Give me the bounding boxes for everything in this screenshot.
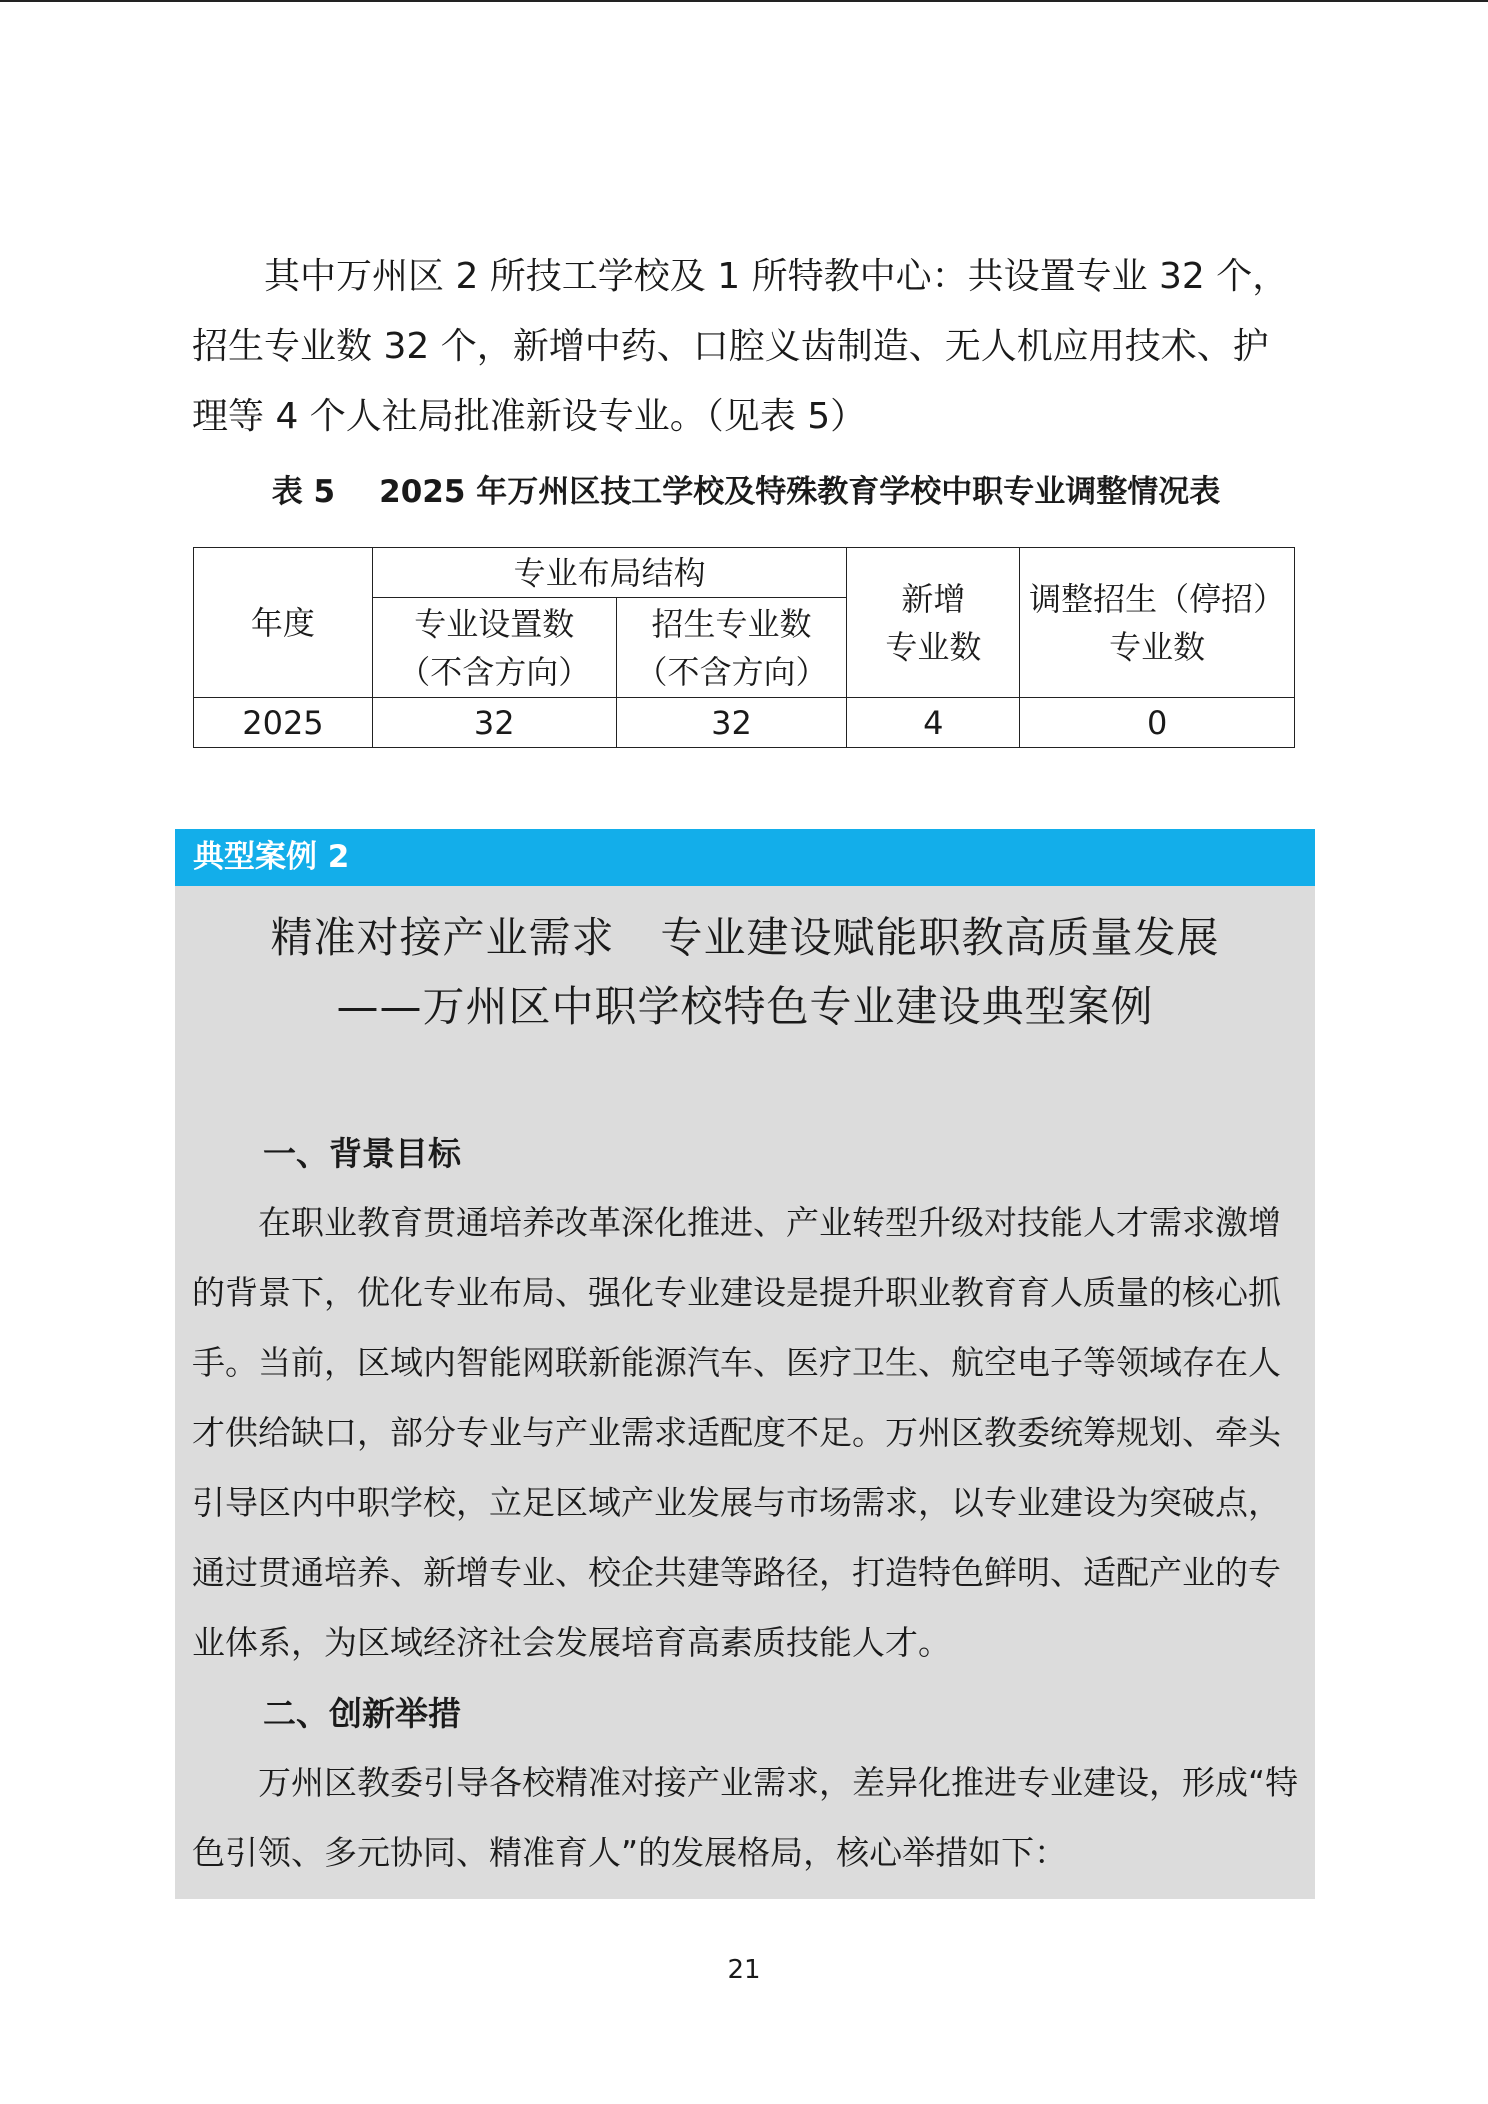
table-caption — [192, 466, 1300, 518]
section2-heading: 二、创新举措 — [263, 1694, 461, 1733]
header-enrollment-majors-note: （不含方向） — [635, 652, 828, 691]
intro-paragraph: 其中万州区 2 所技工学校及 1 所特教中心：共设置专业 32 个，招生专业数 32 个，新增中药、口腔义齿制造、无人机应用技术、护理等 4 个人社局批准新设专业。（见表 5） — [192, 256, 1289, 437]
header-enrollment-majors-label: 招生专业数 — [651, 604, 812, 643]
header-majors-offered-label: 专业设置数 — [414, 604, 575, 643]
header-adjusted-line2: 专业数 — [1109, 627, 1206, 666]
case-title-part1: 精准对接产业需求 — [270, 913, 615, 962]
header-adjusted-line1: 调整招生（停招） — [1029, 579, 1286, 618]
cell-enrollment-majors: 32 — [616, 698, 847, 748]
cell-majors-offered: 32 — [372, 698, 616, 748]
case-title — [175, 902, 1315, 974]
page-top-border — [0, 0, 1488, 2]
section1-paragraph: 在职业教育贯通培养改革深化推进、产业转型升级对技能人才需求激增的背景下，优化专业布局、强化专业建设是提升职业教育育人质量的核心抓手。当前，区域内智能网联新能源汽车、医疗卫生、航空电子等领域存在人才供给缺口，部分专业与产业需求适配度不足。万州区教委统筹规划、牵头引导区内中职学校，立足区域产业发展与市场需求，以专业建设为突破点，通过贯通培养、新增专业、校企共建等路径，打造特色鲜明、适配产业的专业体系，为区域经济社会发展培育高素质技能人才。 — [192, 1203, 1281, 1662]
header-adjusted-majors — [1020, 548, 1295, 698]
section2-paragraph: 万州区教委引导各校精准对接产业需求，差异化推进专业建设，形成“特色引领、多元协同、精准育人”的发展格局，核心举措如下： — [192, 1763, 1299, 1872]
table-row — [194, 698, 1295, 748]
page-number: 21 — [727, 1955, 761, 1985]
case-subtitle: ——万州区中职学校特色专业建设典型案例 — [336, 982, 1154, 1031]
section1-heading: 一、背景目标 — [263, 1134, 461, 1173]
cell-year: 2025 — [194, 698, 373, 748]
header-structure-group: 专业布局结构 — [372, 548, 847, 598]
case-study-label: 典型案例 2 — [175, 829, 1315, 886]
header-year: 年度 — [194, 548, 373, 698]
cell-adjusted: 0 — [1020, 698, 1295, 748]
specialty-adjustment-table — [193, 547, 1295, 748]
header-new-majors-line2: 专业数 — [885, 627, 982, 666]
table-caption-number: 表 5 — [271, 474, 336, 510]
cell-new-majors: 4 — [847, 698, 1020, 748]
header-majors-offered-note: （不含方向） — [398, 652, 591, 691]
case-title-part2: 专业建设赋能职教高质量发展 — [660, 913, 1220, 962]
header-new-majors-line1: 新增 — [901, 579, 966, 618]
case-study-box — [175, 829, 1315, 1899]
header-enrollment-majors — [616, 598, 847, 698]
header-new-majors — [847, 548, 1020, 698]
header-majors-offered — [372, 598, 616, 698]
table-caption-title: 2025 年万州区技工学校及特殊教育学校中职专业调整情况表 — [379, 474, 1221, 510]
